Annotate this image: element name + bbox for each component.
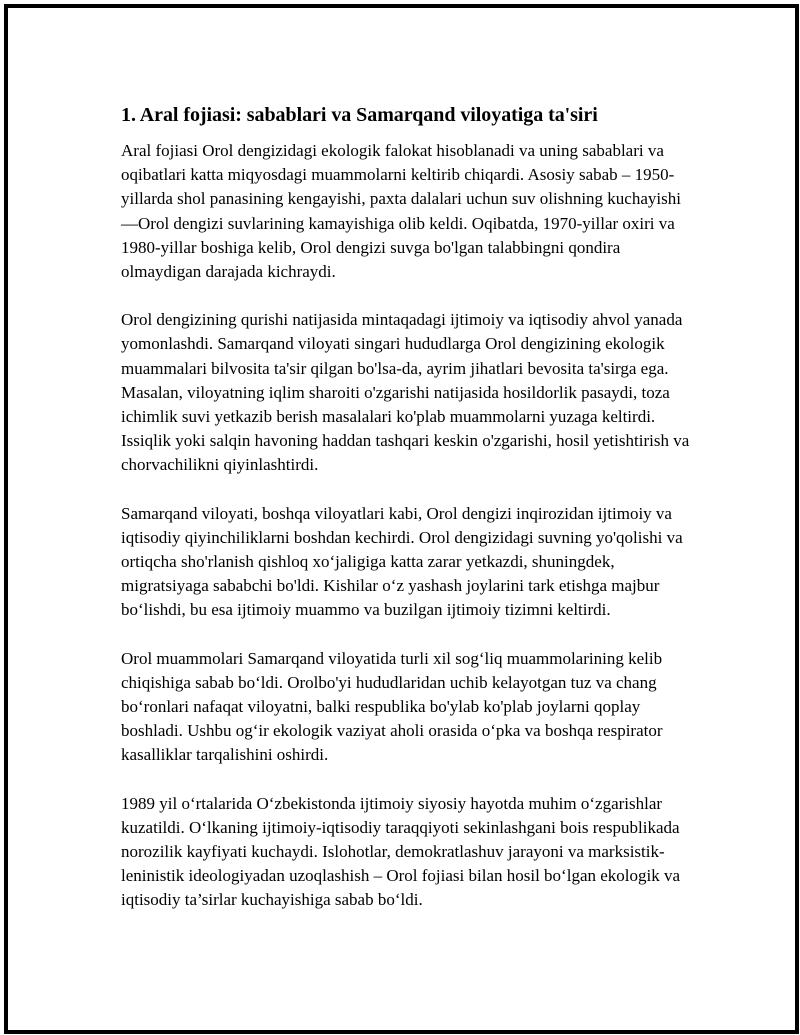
page-frame — [4, 4, 799, 1034]
paragraph-1: Aral fojiasi Orol dengizidagi ekologik falokat hisoblanadi va uning sabablari va oqibatlari katta miqyosdagi muammolarni keltirib chiqardi. Asosiy sabab – 1950-yillarda shol panasining kengayishi, paxta dalalari uchun suv olishning kuchayishi—Orol dengizi suvlarining kamayishiga olib keldi. Oqibatda, 1970-yillar oxiri va 1980-yillar boshiga kelib, Orol dengizi suvga bo'lgan talabbingni qondira olmaydigan darajada kichraydi. — [121, 141, 681, 282]
paragraph-5: 1989 yil o‘rtalarida O‘zbekistonda ijtimoiy siyosiy hayotda muhim o‘zgarishlar kuzatildi. O‘lkaning ijtimoiy-iqtisodiy taraqqiyoti sekinlashgani bois respublikada norozilik kayfiyati kuchaydi. Islohotlar, demokratlashuv jarayoni va marksistik-leninistik ideologiyadan uzoqlashish – Orol fojiasi bilan hosil bo‘lgan ekologik va iqtisodiy ta’sirlar kuchayishiga sabab bo‘ldi. — [121, 793, 681, 910]
paragraph-4: Orol muammolari Samarqand viloyatida turli xil sog‘liq muammolarining kelib chiqishiga sabab bo‘ldi. Orolbo'yi hududlaridan uchib kelayotgan tuz va chang bo‘ronlari nafaqat viloyatni, balki respublika bo'ylab ko'plab joylarni qoplay boshladi. Ushbu og‘ir ekologik vaziyat aholi orasida o‘pka va boshqa respirator kasalliklar tarqalishini oshirdi. — [121, 648, 663, 765]
document-body — [121, 102, 691, 913]
section-title: 1. Aral fojiasi: sabablari va Samarqand viloyatiga ta'siri — [121, 104, 598, 126]
paragraph-3: Samarqand viloyati, boshqa viloyatlari kabi, Orol dengizi inqirozidan ijtimoiy va iqtisodiy qiyinchiliklarni boshdan kechirdi. Orol dengizidagi suvning yo'qolishi va ortiqcha sho'rlanish qishloq xo‘jaligiga katta zarar yetkazdi, shuningdek, migratsiyaga sababchi bo'ldi. Kishilar o‘z yashash joylarini tark etishga majbur bo‘lishdi, bu esa ijtimoiy muammo va buzilgan ijtimoiy tizimni keltirdi. — [121, 503, 683, 620]
paragraph-2: Orol dengizining qurishi natijasida mintaqadagi ijtimoiy va iqtisodiy ahvol yanada yomonlashdi. Samarqand viloyati singari hududlarga Orol dengizining ekologik muammalari bilvosita ta'sir qilgan bo'lsa-da, ayrim jihatlari bevosita ta'sirga ega. Masalan, viloyatning iqlim sharoiti o'zgarishi natijasida hosildorlik pasaydi, toza ichimlik suvi yetkazib berish masalalari ko'plab muammolarni yuzaga keltirdi. Issiqlik yoki salqin havoning haddan tashqari keskin o'zgarishi, hosil yetishtirish va chorvachilikni qiyinlashtirdi. — [121, 310, 690, 475]
